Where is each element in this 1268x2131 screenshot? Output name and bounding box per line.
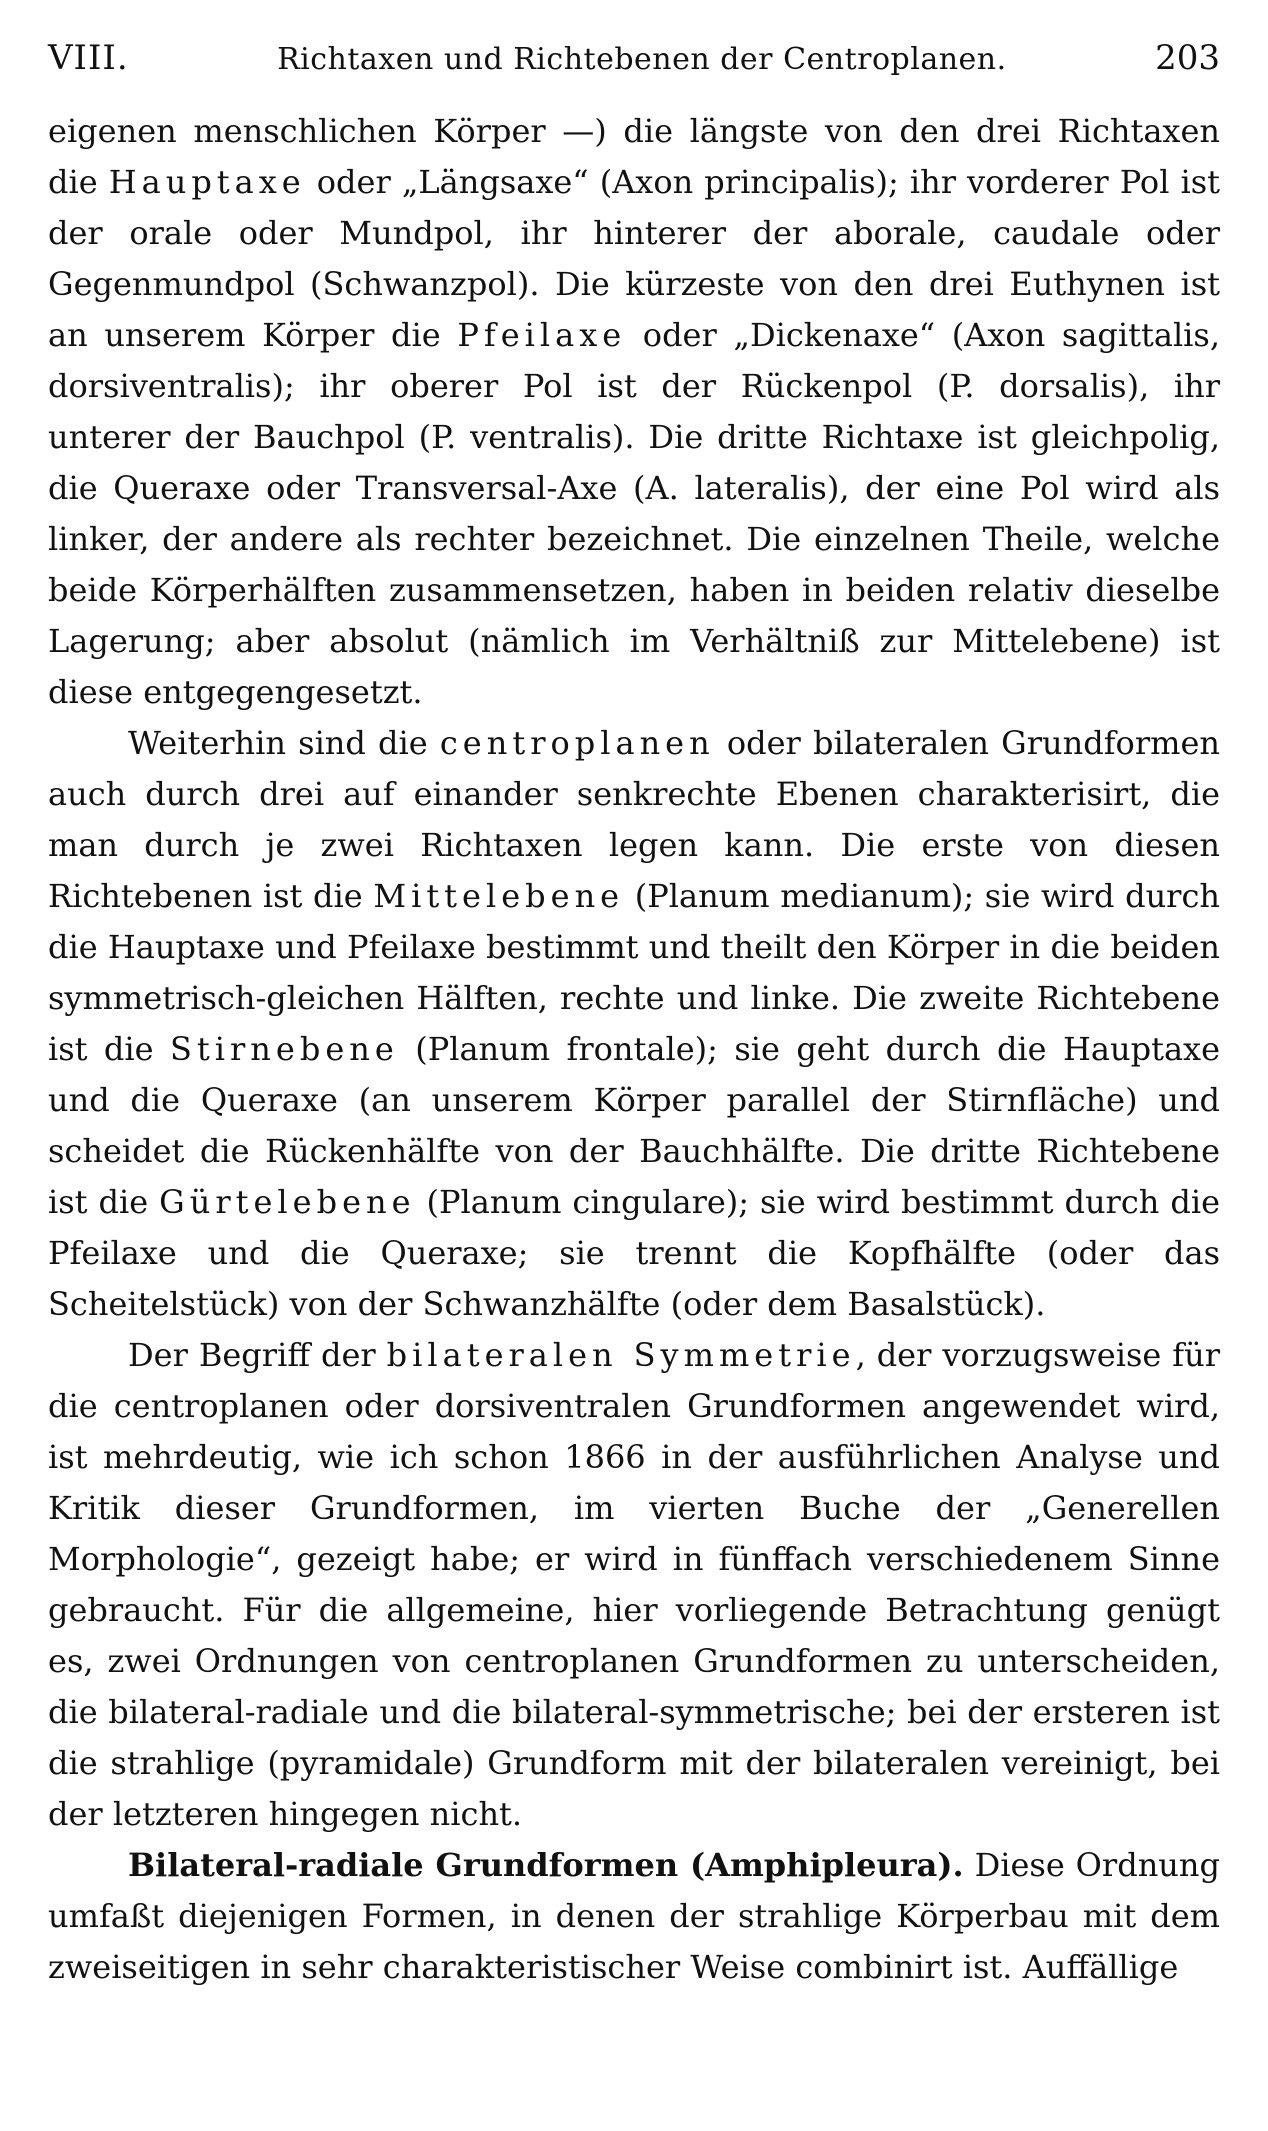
spaced-term: Stirnebene xyxy=(169,1030,399,1068)
spaced-term: Pfeilaxe xyxy=(457,316,627,354)
text-run: Diese Ordnung umfaßt diejenigen Formen, in denen der strahlige Körperbau mit dem zweiseitigen in sehr charakteristischer Weise combinirt ist. Auffällige xyxy=(48,1846,1221,1986)
spaced-term: Gürtelebene xyxy=(159,1183,416,1221)
text-run: oder bilateralen Grundformen auch durch drei auf einander senkrechte Ebenen charakterisirt, die man durch je zwei Richtaxen legen kann. Die erste von diesen Richtebenen ist die xyxy=(48,724,1221,915)
text-run: Der Begriff der xyxy=(128,1336,387,1374)
book-page xyxy=(48,38,1220,1993)
spaced-term: centroplanen xyxy=(439,724,715,762)
text-run: Weiterhin sind die xyxy=(128,724,440,762)
text-run: eigenen menschlichen Körper —) die längste von den drei Richtaxen die xyxy=(48,112,1220,201)
running-head xyxy=(48,38,1220,86)
spaced-term: Hauptaxe xyxy=(108,163,306,201)
text-run: , der vorzugsweise für die centroplanen oder dorsiventralen Grundformen angewendet wird, ist mehrdeutig, wie ich schon 1866 in der ausführlichen Analyse und Kritik dieser Grundformen, im vierten Buche der „Generellen Morphologie“, gezeigt habe; er wird in fünffach verschiedenem Sinne gebraucht. Für die allgemeine, hier vorliegende Betrachtung genügt es, zwei Ordnungen von centroplanen Grundformen zu unterscheiden, die bilateral-radiale und die bilateral-symmetrische; bei der ersteren ist die strahlige (pyramidale) Grundform mit der bilateralen vereinigt, bei der letzteren hingegen nicht. xyxy=(48,1336,1220,1833)
paragraph-axes xyxy=(48,106,1220,718)
chapter-number: VIII. xyxy=(48,38,129,78)
text-run: (Planum medianum); sie wird durch die Hauptaxe und Pfeilaxe bestimmt und theilt den Körper in die beiden symmetrisch-gleichen Hälften, rechte und linke. Die zweite Richtebene ist die xyxy=(48,877,1221,1068)
page-number: 203 xyxy=(1155,38,1220,78)
section-heading: Bilateral-radiale Grundformen (Amphipleura). xyxy=(128,1846,964,1884)
paragraph-planes xyxy=(48,718,1220,1330)
running-title: Richtaxen und Richtebenen der Centroplanen. xyxy=(277,42,1007,77)
spaced-term: Mittelebene xyxy=(373,877,625,915)
text-run: (Planum cingulare); sie wird bestimmt durch die Pfeilaxe und die Queraxe; sie trennt die Kopfhälfte (oder das Scheitelstück) von der Schwanzhälfte (oder dem Basalstück). xyxy=(48,1183,1221,1323)
paragraph-symmetry xyxy=(48,1330,1220,1840)
paragraph-amphipleura xyxy=(48,1840,1220,1993)
text-run: oder „Längsaxe“ (Axon principalis); ihr vorderer Pol ist der orale oder Mundpol, ihr hinterer der aborale, caudale oder Gegenmundpol (Schwanzpol). Die kürzeste von den drei Euthynen ist an unserem Körper die xyxy=(48,163,1221,354)
spaced-term: bilateralen Symmetrie xyxy=(386,1336,856,1374)
text-run: (Planum frontale); sie geht durch die Hauptaxe und die Queraxe (an unserem Körper parallel der Stirnfläche) und scheidet die Rückenhälfte von der Bauchhälfte. Die dritte Richtebene ist die xyxy=(48,1030,1220,1221)
text-run: oder „Dickenaxe“ (Axon sagittalis, dorsiventralis); ihr oberer Pol ist der Rückenpol (P. dorsalis), ihr unterer der Bauchpol (P. ventralis). Die dritte Richtaxe ist gleichpolig, die Queraxe oder Transversal-Axe (A. lateralis), der eine Pol wird als linker, der andere als rechter bezeichnet. Die einzelnen Theile, welche beide Körperhälften zusammensetzen, haben in beiden relativ dieselbe Lagerung; aber absolut (nämlich im Verhältniß zur Mittelebene) ist diese entgegengesetzt. xyxy=(48,316,1220,711)
